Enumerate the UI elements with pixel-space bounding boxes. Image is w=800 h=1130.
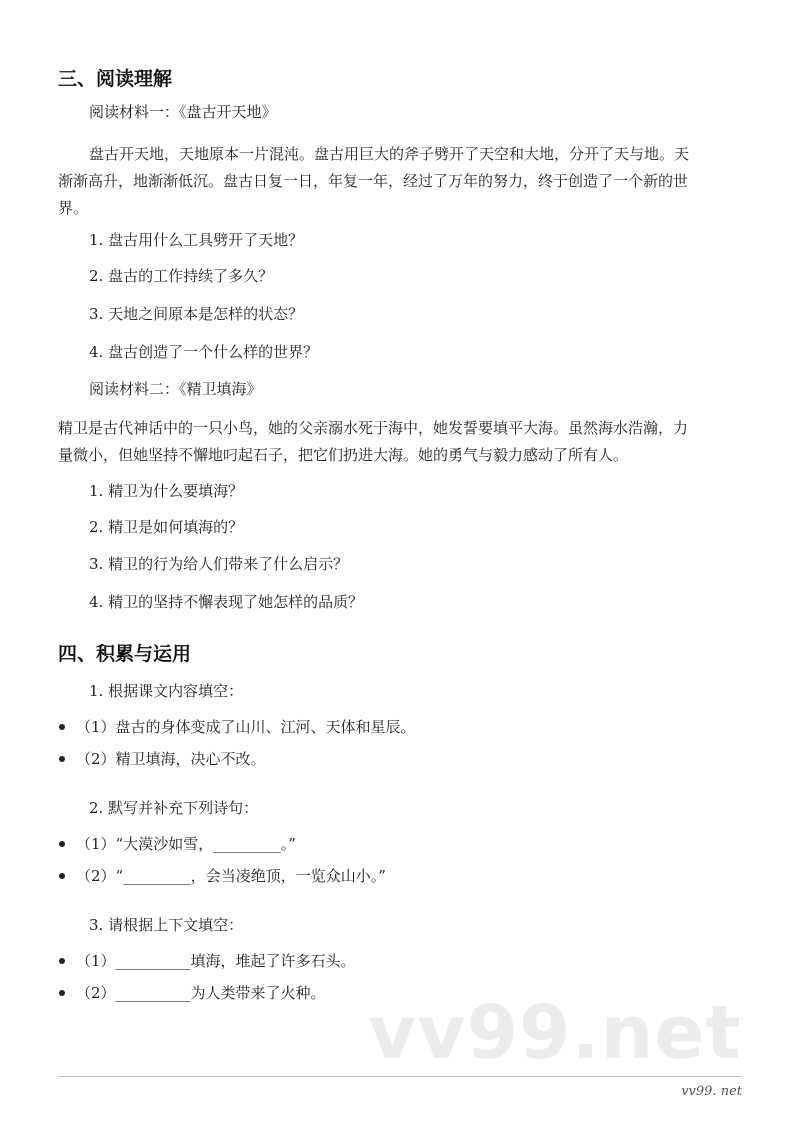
section-4-heading: 四、积累与运用 (58, 643, 192, 665)
material-2-question-2: 2. 精卫是如何填海的？ (89, 518, 244, 536)
material-2-question-4: 4. 精卫的坚持不懈表现了她怎样的品质？ (89, 593, 364, 611)
material-1-title: 阅读材料一：《盘古开天地》 (89, 103, 277, 121)
q1-title: 1. 根据课文内容填空： (89, 682, 244, 700)
section-3-heading: 三、阅读理解 (58, 68, 173, 90)
material-2-text (58, 415, 688, 469)
watermark: vv99.net (368, 990, 742, 1076)
q2-title: 2. 默写并补充下列诗句： (89, 799, 259, 817)
footer-divider (58, 1076, 742, 1077)
q3-title: 3. 请根据上下文填空： (89, 916, 244, 934)
q2-item-1: （1）“大漠沙如雪，_________。” (76, 832, 296, 856)
material-2-question-1: 1. 精卫为什么要填海？ (89, 482, 244, 500)
material-1-question-3: 3. 天地之间原本是怎样的状态？ (89, 305, 304, 323)
q3-item-2: （2）__________为人类带来了火种。 (76, 981, 326, 1005)
material-1-question-2: 2. 盘古的工作持续了多久？ (89, 267, 274, 285)
footer-site-label: vv99. net (681, 1084, 742, 1099)
material-1-line-1: 盘古开天地，天地原本一片混沌。盘古用巨大的斧子劈开了天空和大地，分开了天与地。天 (89, 145, 690, 163)
material-1-question-1: 1. 盘古用什么工具劈开了天地？ (89, 231, 304, 249)
material-2-title: 阅读材料二：《精卫填海》 (89, 380, 262, 398)
material-1-line-3: 界。 (58, 199, 89, 217)
material-1-text (89, 141, 689, 168)
q1-item-2: （2）精卫填海，决心不改。 (76, 747, 266, 771)
q1-item-1: （1）盘古的身体变成了山川、江河、天体和星辰。 (76, 715, 416, 739)
material-1-question-4: 4. 盘古创造了一个什么样的世界？ (89, 343, 319, 361)
material-1-text-cont (58, 168, 688, 222)
material-2-line-2: 量微小，但她坚持不懈地叼起石子，把它们扔进大海。她的勇气与毅力感动了所有人。 (58, 446, 629, 464)
material-2-line-1: 精卫是古代神话中的一只小鸟，她的父亲溺水死于海中，她发誓要填平大海。虽然海水浩瀚，力 (58, 419, 689, 437)
q3-item-1: （1）__________填海，堆起了许多石头。 (76, 949, 356, 973)
material-1-line-2: 渐渐高升，地渐渐低沉。盘古日复一日，年复一年，经过了万年的努力，终于创造了一个新的世 (58, 172, 689, 190)
q2-item-2: （2）“_________，会当凌绝顶，一览众山小。” (76, 864, 386, 888)
material-2-question-3: 3. 精卫的行为给人们带来了什么启示？ (89, 555, 349, 573)
